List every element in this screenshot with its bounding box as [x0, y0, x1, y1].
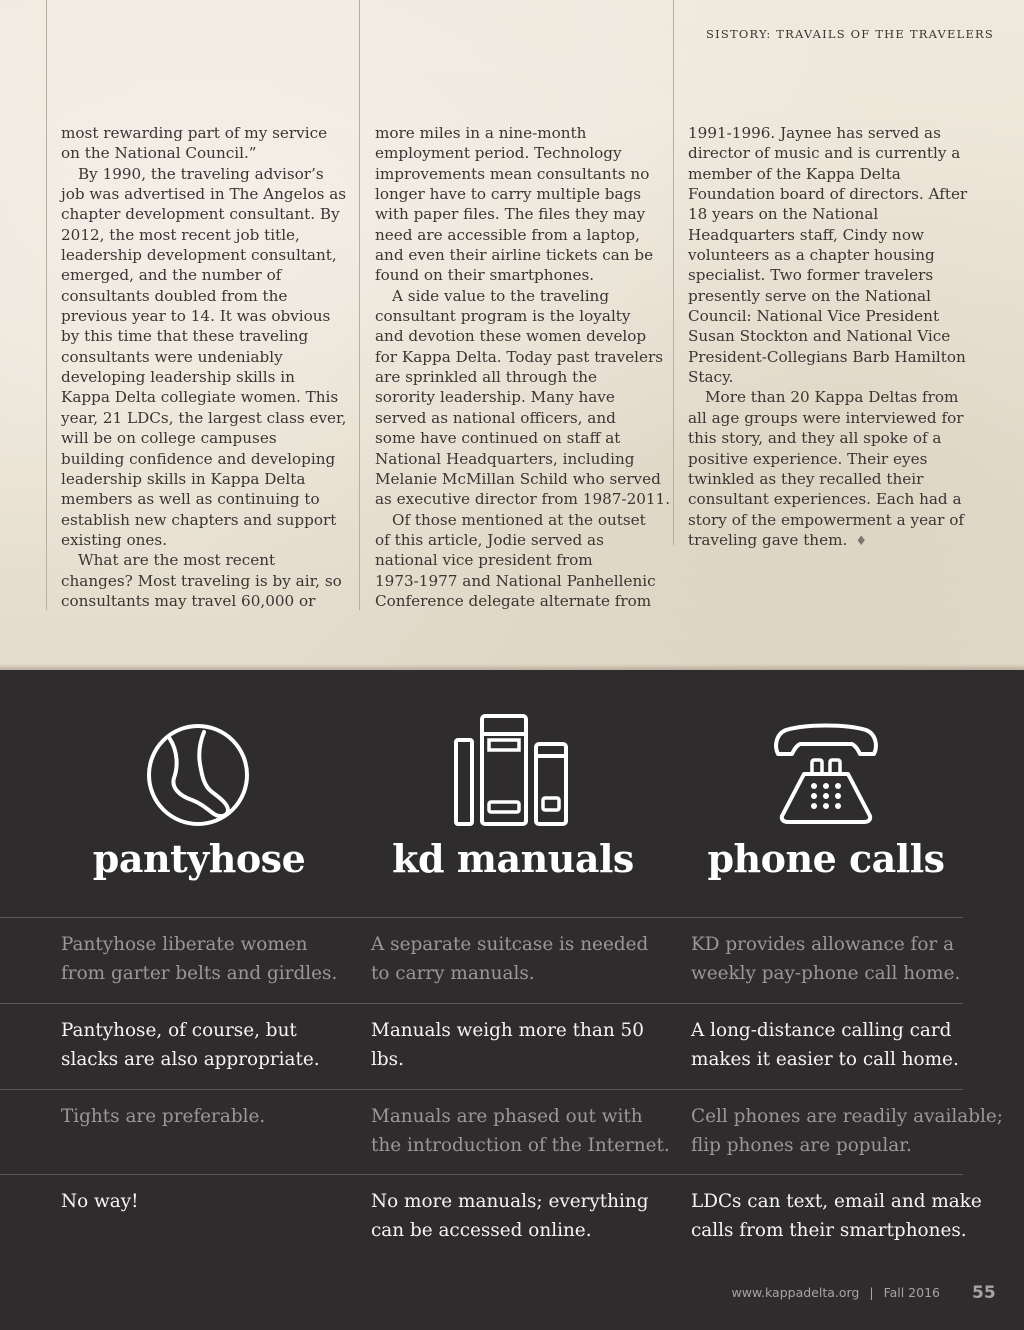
table-cell	[371, 1103, 671, 1160]
article-line: By 1990, the traveling advisor’s	[78, 164, 324, 183]
article-line: Stacy.	[688, 368, 734, 387]
article-line-text: traveling gave them.	[688, 530, 848, 549]
article-line: A side value to the traveling	[392, 286, 610, 305]
article-line: will be on college campuses	[61, 429, 277, 448]
manuals-icon	[442, 712, 582, 830]
cell-line: calls from their smartphones.	[691, 1219, 967, 1241]
cell-line: No more manuals; everything	[371, 1191, 649, 1212]
running-head: SISTORY: TRAVAILS OF THE TRAVELERS	[706, 27, 994, 41]
article-line: job was advertised in The Angelos as	[61, 185, 347, 204]
article-line: director of music and is currently a	[688, 144, 961, 163]
table-cell	[61, 931, 361, 988]
article-line: developing leadership skills in	[61, 368, 295, 387]
paper-edge	[0, 664, 1024, 670]
article-line: emerged, and the number of	[61, 266, 282, 285]
article-line: some have continued on staff at	[375, 429, 621, 448]
article-line: changes? Most traveling is by air, so	[61, 571, 342, 590]
end-mark-diamond-icon: ♦	[855, 533, 867, 549]
cell-line: Pantyhose liberate women	[61, 934, 308, 955]
article-line: as executive director from 1987-2011.	[375, 490, 671, 509]
article-line: leadership development consultant,	[61, 246, 337, 265]
article-line: of this article, Jodie served as	[375, 530, 604, 549]
cell-line: KD provides allowance for a	[691, 934, 955, 955]
column-divider	[673, 0, 674, 545]
table-cell	[61, 1103, 361, 1132]
article-line: by this time that these traveling	[61, 327, 309, 346]
article-line: twinkled as they recalled their	[688, 469, 924, 488]
heading-kd-manuals: kd manuals	[392, 836, 634, 881]
article-line: found on their smartphones.	[375, 266, 595, 285]
article-line: consultants doubled from the	[61, 286, 288, 305]
cell-line: flip phones are popular.	[691, 1134, 912, 1156]
article-line: presently serve on the National	[688, 286, 931, 305]
table-cell	[691, 1103, 1003, 1160]
article-line: consultant experiences. Each had a	[688, 490, 962, 509]
article-line: What are the most recent	[78, 551, 276, 570]
cell-line: A separate suitcase is needed	[371, 934, 649, 955]
row-divider	[0, 917, 963, 918]
article-line: improvements mean consultants no	[375, 164, 650, 183]
article-line: Council: National Vice President	[688, 307, 940, 326]
article-line: 18 years on the National	[688, 205, 879, 224]
article-line: all age groups were interviewed for	[688, 408, 964, 427]
cell-line: Cell phones are readily available;	[691, 1106, 1003, 1127]
heading-phone-calls: phone calls	[707, 836, 945, 881]
cell-line: LDCs can text, email and make	[691, 1191, 982, 1212]
table-cell	[691, 1017, 991, 1074]
article-line: more miles in a nine-month	[375, 124, 587, 142]
article-line: are sprinkled all through the	[375, 368, 598, 387]
article-line: for Kappa Delta. Today past travelers	[375, 347, 664, 366]
article-line: consultants may travel 60,000 or	[61, 591, 316, 610]
article-line: national vice president from	[375, 551, 593, 570]
heading-pantyhose: pantyhose	[92, 836, 306, 881]
article-column-3	[688, 123, 980, 552]
article-line: National Headquarters, including	[375, 449, 635, 468]
article-line: Susan Stockton and National Vice	[688, 327, 951, 346]
cell-line: weekly pay-phone call home.	[691, 962, 961, 984]
cell-line: lbs.	[371, 1048, 404, 1070]
article-line: story of the empowerment a year of	[688, 510, 964, 529]
article-line: sorority leadership. Many have	[375, 388, 615, 407]
footer-separator: |	[869, 1285, 874, 1300]
article-line: Kappa Delta collegiate women. This	[61, 388, 339, 407]
page-number: 55	[972, 1283, 996, 1303]
article-line: Of those mentioned at the outset	[392, 510, 646, 529]
footer-site: www.kappadelta.org	[731, 1285, 860, 1300]
article-line: building confidence and developing	[61, 449, 336, 468]
article-line: and devotion these women develop	[375, 327, 647, 346]
article-line: and even their airline tickets can be	[375, 246, 654, 265]
row-divider	[0, 1174, 963, 1175]
article-line: 2012, the most recent job title,	[61, 225, 300, 244]
article-line: chapter development consultant. By	[61, 205, 340, 224]
article-line: President-Collegians Barb Hamilton	[688, 347, 966, 366]
article-line: leadership skills in Kappa Delta	[61, 469, 306, 488]
table-cell	[691, 1188, 991, 1245]
cell-line: Manuals are phased out with	[371, 1106, 643, 1127]
article-line: served as national officers, and	[375, 408, 616, 427]
table-cell	[371, 1188, 671, 1245]
article-line: need are accessible from a laptop,	[375, 225, 640, 244]
cell-line: the introduction of the Internet.	[371, 1134, 670, 1156]
cell-line: makes it easier to call home.	[691, 1048, 959, 1070]
article-line: consultant program is the loyalty	[375, 307, 631, 326]
article-line: previous year to 14. It was obvious	[61, 307, 331, 326]
article-line: establish new chapters and support	[61, 510, 337, 529]
table-cell	[371, 931, 671, 988]
article-line: 1991-1996. Jaynee has served as	[688, 124, 941, 142]
article-line: longer have to carry multiple bags	[375, 185, 642, 204]
article-line: existing ones.	[61, 530, 168, 549]
article-line: members as well as continuing to	[61, 490, 320, 509]
article-line: most rewarding part of my service	[61, 124, 328, 142]
article-line: this story, and they all spoke of a	[688, 429, 942, 448]
cell-line: Manuals weigh more than 50	[371, 1020, 644, 1041]
cell-line: can be accessed online.	[371, 1219, 592, 1241]
column-divider	[359, 0, 360, 610]
table-cell	[61, 1188, 361, 1217]
article-line: member of the Kappa Delta	[688, 164, 901, 183]
cell-line: Pantyhose, of course, but	[61, 1020, 297, 1041]
article-column-1	[61, 123, 353, 611]
article-line: volunteers as a chapter housing	[688, 246, 935, 265]
article-line: Headquarters staff, Cindy now	[688, 225, 924, 244]
article-line: Melanie McMillan Schild who served	[375, 469, 661, 488]
article-column-2	[375, 123, 671, 611]
article-line: Foundation board of directors. After	[688, 185, 968, 204]
article-line: 1973-1977 and National Panhellenic	[375, 571, 656, 590]
row-divider	[0, 1003, 963, 1004]
article-line: employment period. Technology	[375, 144, 622, 163]
article-line	[688, 530, 980, 552]
article-line: on the National Council.”	[61, 144, 257, 163]
table-cell	[371, 1017, 671, 1074]
telephone-icon	[756, 712, 896, 830]
foot-icon	[128, 712, 268, 830]
article-line: Conference delegate alternate from	[375, 591, 652, 610]
article-line: with paper files. The files they may	[375, 205, 646, 224]
cell-line: to carry manuals.	[371, 962, 535, 984]
cell-line: No way!	[61, 1191, 139, 1212]
column-divider	[46, 0, 47, 610]
cell-line: Tights are preferable.	[61, 1106, 266, 1127]
cell-line: from garter belts and girdles.	[61, 962, 338, 984]
table-cell	[691, 931, 991, 988]
article-line: More than 20 Kappa Deltas from	[705, 388, 959, 407]
cell-line: A long-distance calling card	[691, 1020, 952, 1041]
article-line: year, 21 LDCs, the largest class ever,	[61, 408, 347, 427]
cell-line: slacks are also appropriate.	[61, 1048, 320, 1070]
article-line: positive experience. Their eyes	[688, 449, 928, 468]
article-line: specialist. Two former travelers	[688, 266, 934, 285]
table-cell	[61, 1017, 361, 1074]
row-divider	[0, 1089, 963, 1090]
article-line: consultants were undeniably	[61, 347, 283, 366]
footer-issue: Fall 2016	[883, 1285, 940, 1300]
page-footer	[732, 1285, 940, 1300]
